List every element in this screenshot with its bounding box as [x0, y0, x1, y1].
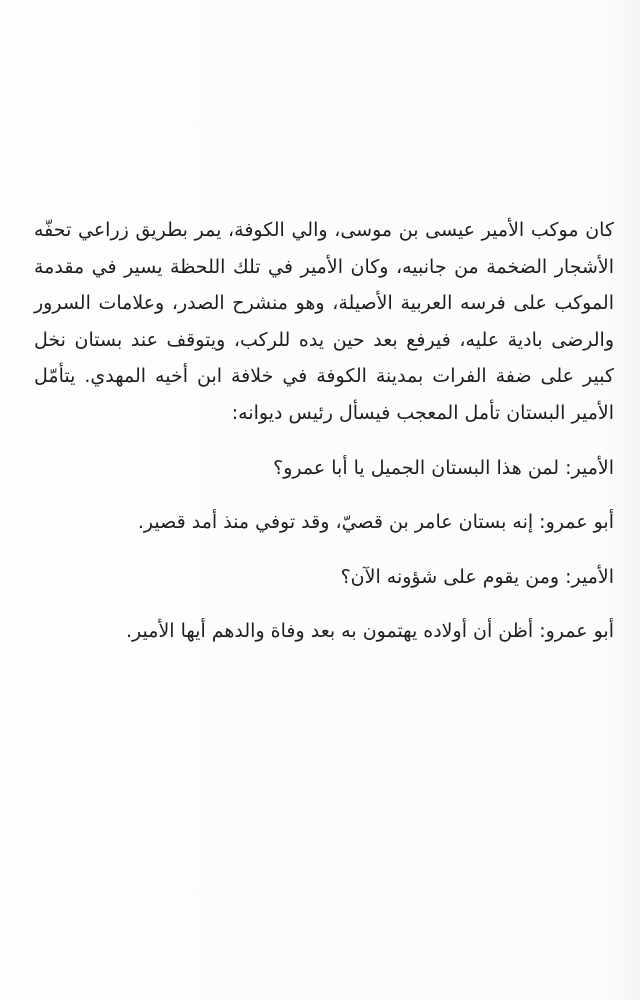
dialogue-line-prince-followup: الأمير: ومن يقوم على شؤونه الآن؟	[340, 565, 614, 588]
dialogue-line-abu-amr-answer: أبو عمرو: إنه بستان عامر بن قصيّ، وقد توفي منذ أمد قصير.	[137, 511, 614, 534]
narration-paragraph: كان موكب الأمير عيسى بن موسى، والي الكوفة، يمر بطريق زراعي تحفّه الأشجار الضخمة من جانبيه، وكان الأمير في تلك اللحظة يسير في مقدمة الموكب على فرسه العربية الأصيلة، وهو منشرح الصدر، وعلامات السرور والرضى بادية عليه، فيرفع بعد حين يده للركب، ويتوقف عند بستان نخل كبير على ضفة الفرات بمدينة الكوفة في خلافة ابن أخيه المهدي. يتأمّل الأمير البستان تأمل المعجب فيسأل رئيس ديوانه:	[34, 219, 614, 424]
dialogue-line-prince-question: الأمير: لمن هذا البستان الجميل يا أبا عمرو؟	[273, 456, 614, 479]
dialogue-line-abu-amr-reply: أبو عمرو: أظن أن أولاده يهتمون به بعد وفاة والدهم أيها الأمير.	[126, 620, 614, 643]
body-text	[34, 212, 614, 650]
